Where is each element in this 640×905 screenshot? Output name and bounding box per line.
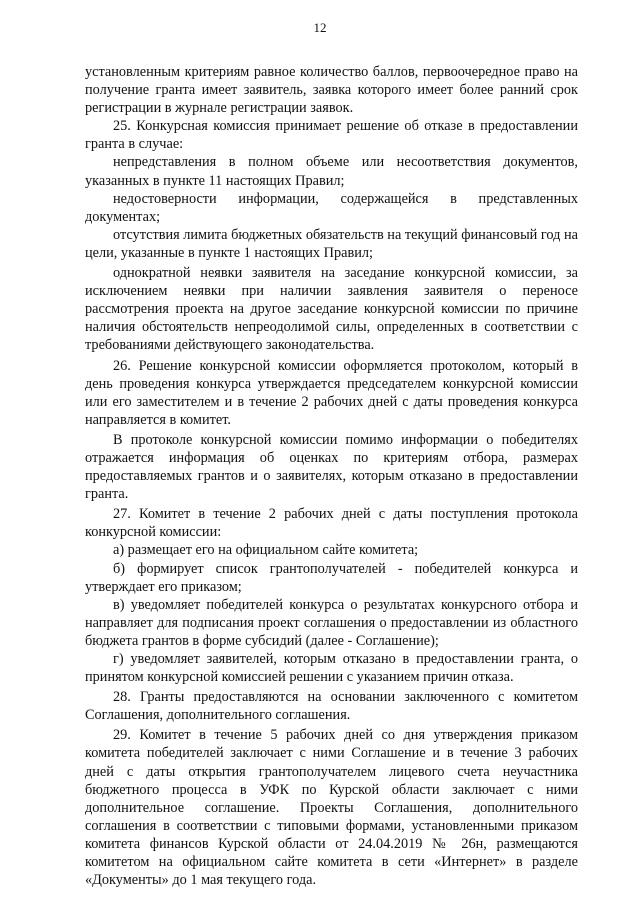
paragraph: б) формирует список грантополучателей - победителей конкурса и утверждает его приказом; [85, 560, 578, 595]
paragraph: 27. Комитет в течение 2 рабочих дней с даты поступления протокола конкурсной комиссии: [85, 506, 578, 541]
paragraph: г) уведомляет заявителей, которым отказано в предоставлении гранта, о принятом конкурсной комиссией решении с указанием причин отказа. [85, 651, 578, 686]
paragraph: 25. Конкурсная комиссия принимает решение об отказе в предоставлении гранта в случае: [85, 118, 578, 153]
paragraph: 28. Гранты предоставляются на основании заключенного с комитетом Соглашения, дополнительного соглашения. [85, 689, 578, 724]
paragraph: непредставления в полном объеме или несоответствия документов, указанных в пункте 11 настоящих Правил; [85, 154, 578, 189]
paragraph: отсутствия лимита бюджетных обязательств на текущий финансовый год на цели, указанные в пункте 1 настоящих Правил; [85, 226, 578, 261]
document-body [85, 63, 578, 889]
paragraph: в) уведомляет победителей конкурса о результатах конкурсного отбора и направляет для подписания проект соглашения о предоставлении из областного бюджета грантов в форме субсидий (далее - Соглашение); [85, 596, 578, 649]
paragraph: недостоверности информации, содержащейся в представленных документах; [85, 190, 578, 225]
paragraph: установленным критериям равное количество баллов, первоочередное право на получение гранта имеет заявитель, заявка которого имеет более ранний срок регистрации в журнале регистрации заявок. [85, 64, 578, 117]
paragraph: 29. Комитет в течение 5 рабочих дней со дня утверждения приказом комитета победителей заключает с ними Соглашение и в течение 3 рабочих дней с даты открытия грантополучателем лицевого счета неучастника бюджетного процесса в УФК по Курской области заключает с ними дополнительное соглашение. Проекты Соглашения, дополнительного соглашения в соответствии с типовыми формами, установленными приказом комитета финансов Курской области от 24.04.2019 № 26н, размещаются комитетом на официальном сайте комитета в сети «Интернет» в разделе «Документы» до 1 мая текущего года. [85, 727, 578, 889]
paragraph: однократной неявки заявителя на заседание конкурсной комиссии, за исключением неявки при наличии заявления заявителя о переносе рассмотрения проекта на другое заседание конкурсной комиссии по причине наличия обстоятельств непреодолимой силы, определенных в соответствии с требованиями действующего законодательства. [85, 265, 578, 354]
paragraph: В протоколе конкурсной комиссии помимо информации о победителях отражается информация об оценках по критериям отбора, размерах предоставляемых грантов и о заявителях, которым отказано в предоставлении гранта. [85, 431, 578, 503]
paragraph: 26. Решение конкурсной комиссии оформляется протоколом, который в день проведения конкурса утверждается председателем конкурсной комиссии или его заместителем и в течение 2 рабочих дней с даты проведения конкурса направляется в комитет. [85, 357, 578, 428]
page-number: 12 [313, 20, 327, 35]
paragraph: а) размещает его на официальном сайте комитета; [113, 542, 419, 559]
